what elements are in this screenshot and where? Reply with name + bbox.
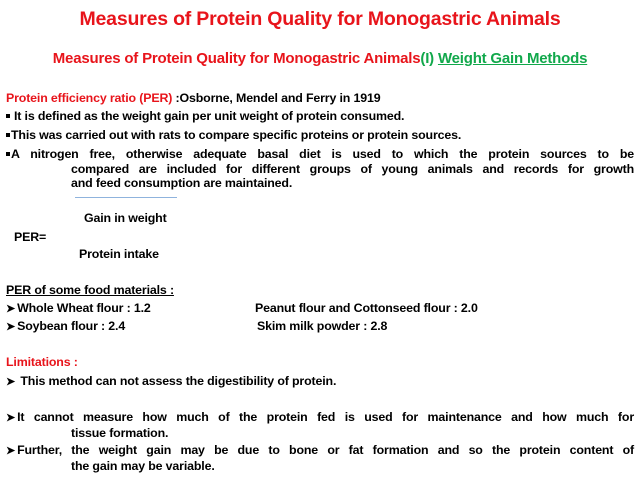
bullet-item: A nitrogen free, otherwise adequate basal diet is used to which the protein sources to be compared are included for different groups of young animals and records for growth and feed consumption are maintained. [6,147,634,191]
formula-numerator: Gain in weight [84,211,167,225]
arrow-bullet-icon: ➤ [6,321,16,333]
arrow-bullet-icon: ➤ [6,376,16,388]
limitation-item: ➤ Further, the weight gain may be due to bone or fat formation and so the protein content of the gain may be variable. [6,443,634,473]
bullet-item: It is defined as the weight gain per unit weight of protein consumed. [6,109,404,123]
divider-line [75,197,177,198]
arrow-bullet-icon: ➤ [6,412,16,424]
food-item: ➤ Whole Wheat flour : 1.2 [6,301,151,315]
formula-lhs: PER= [14,230,47,244]
food-item: Peanut flour and Cottonseed flour : 2.0 [255,301,478,315]
weight-gain-methods-link[interactable]: Weight Gain Methods [437,50,588,67]
square-bullet-icon [6,114,10,118]
food-item: ➤ Soybean flour : 2.4 [6,319,126,333]
arrow-bullet-icon: ➤ [6,303,16,315]
arrow-bullet-icon: ➤ [6,445,16,457]
per-heading-rest: :Osborne, Mendel and Ferry in 1919 [172,91,381,105]
slide-title: Measures of Protein Quality for Monogastric Animals [79,8,561,30]
square-bullet-icon [6,152,10,156]
subtitle-marker: (I) [420,50,438,67]
per-heading-label: Protein efficiency ratio (PER) [6,91,173,105]
slide-subtitle [0,50,640,67]
per-heading [6,91,380,105]
subtitle-main: Measures of Protein Quality for Monogastric Animals [52,50,421,67]
square-bullet-icon [6,133,10,137]
limitations-heading: Limitations : [6,355,78,369]
food-section-heading: PER of some food materials : [6,283,174,297]
food-item: Skim milk powder : 2.8 [257,319,388,333]
limitation-item: ➤ It cannot measure how much of the protein fed is used for maintenance and how much for tissue formation. [6,410,634,440]
bullet-item: This was carried out with rats to compare specific proteins or protein sources. [6,128,461,142]
formula-denominator: Protein intake [79,247,159,261]
limitation-item: ➤ This method can not assess the digestibility of protein. [6,374,337,388]
